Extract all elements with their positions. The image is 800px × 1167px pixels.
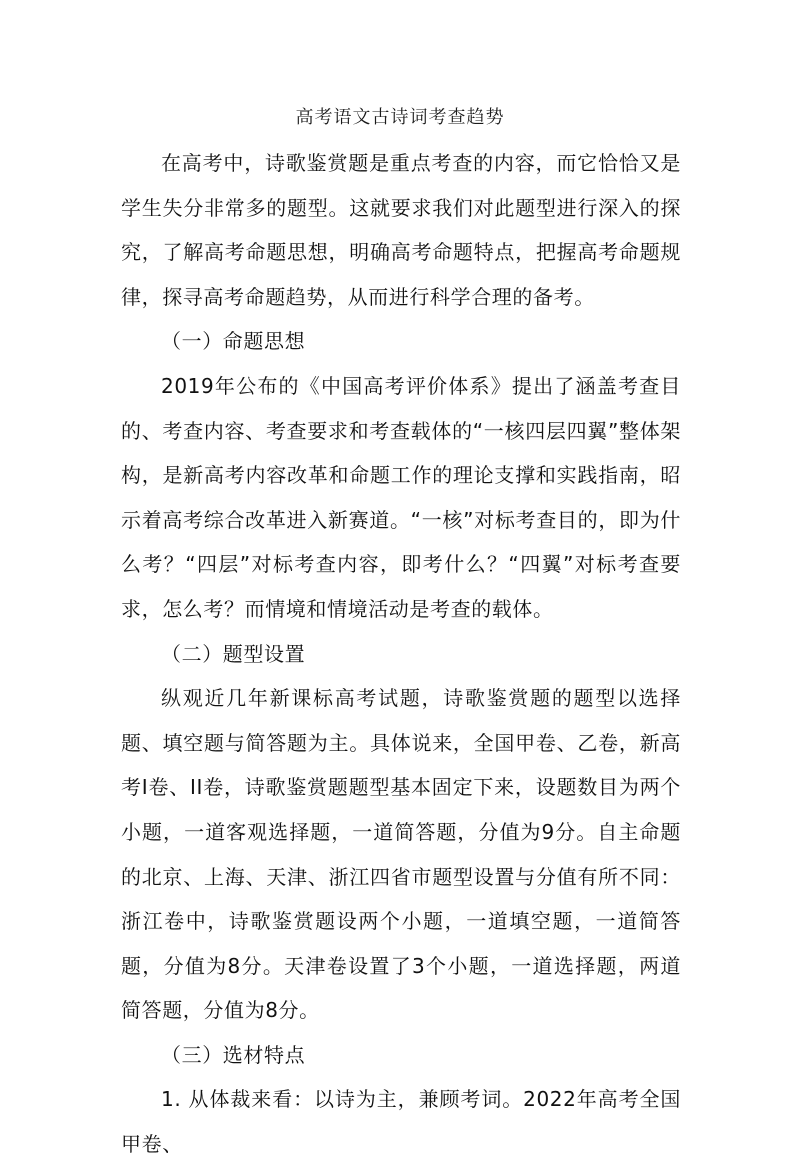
paragraph-section-2: 纵观近几年新课标高考试题，诗歌鉴赏题的题型以选择题、填空题与简答题为主。具体说来，全国甲卷、乙卷，新高考I卷、II卷，诗歌鉴赏题题型基本固定下来，设题数目为两个小题，一道客观选择题，一道简答题，分值为9分。自主命题的北京、上海、天津、浙江四省市题型设置与分值有所不同：浙江卷中，诗歌鉴赏题设两个小题，一道填空题，一道简答题，分值为8分。天津卷设置了3个小题，一道选择题，两道简答题，分值为8分。 [121,686,681,1023]
paragraph-section-3-item-1: 1. 从体裁来看：以诗为主，兼顾考词。2022年高考全国甲卷、 [121,1087,681,1157]
document-body [121,141,681,1167]
document-title: 高考语文古诗词考查趋势 [295,107,505,128]
section-heading-2: （二）题型设置 [161,641,306,666]
section-heading-1: （一）命题思想 [161,329,306,354]
section-heading-3: （三）选材特点 [161,1042,306,1067]
paragraph-section-1: 2019年公布的《中国高考评价体系》提出了涵盖考查目的、考查内容、考查要求和考查载体的“一核四层四翼”整体架构，是新高考内容改革和命题工作的理论支撑和实践指南，昭示着高考综合改革进入新赛道。“一核”对标考查目的，即为什么考？“四层”对标考查内容，即考什么？“四翼”对标考查要求，怎么考？而情境和情境活动是考查的载体。 [121,373,681,621]
paragraph-intro: 在高考中，诗歌鉴赏题是重点考查的内容，而它恰恰又是学生失分非常多的题型。这就要求我们对此题型进行深入的探究，了解高考命题思想，明确高考命题特点，把握高考命题规律，探寻高考命题趋势，从而进行科学合理的备考。 [121,151,681,309]
